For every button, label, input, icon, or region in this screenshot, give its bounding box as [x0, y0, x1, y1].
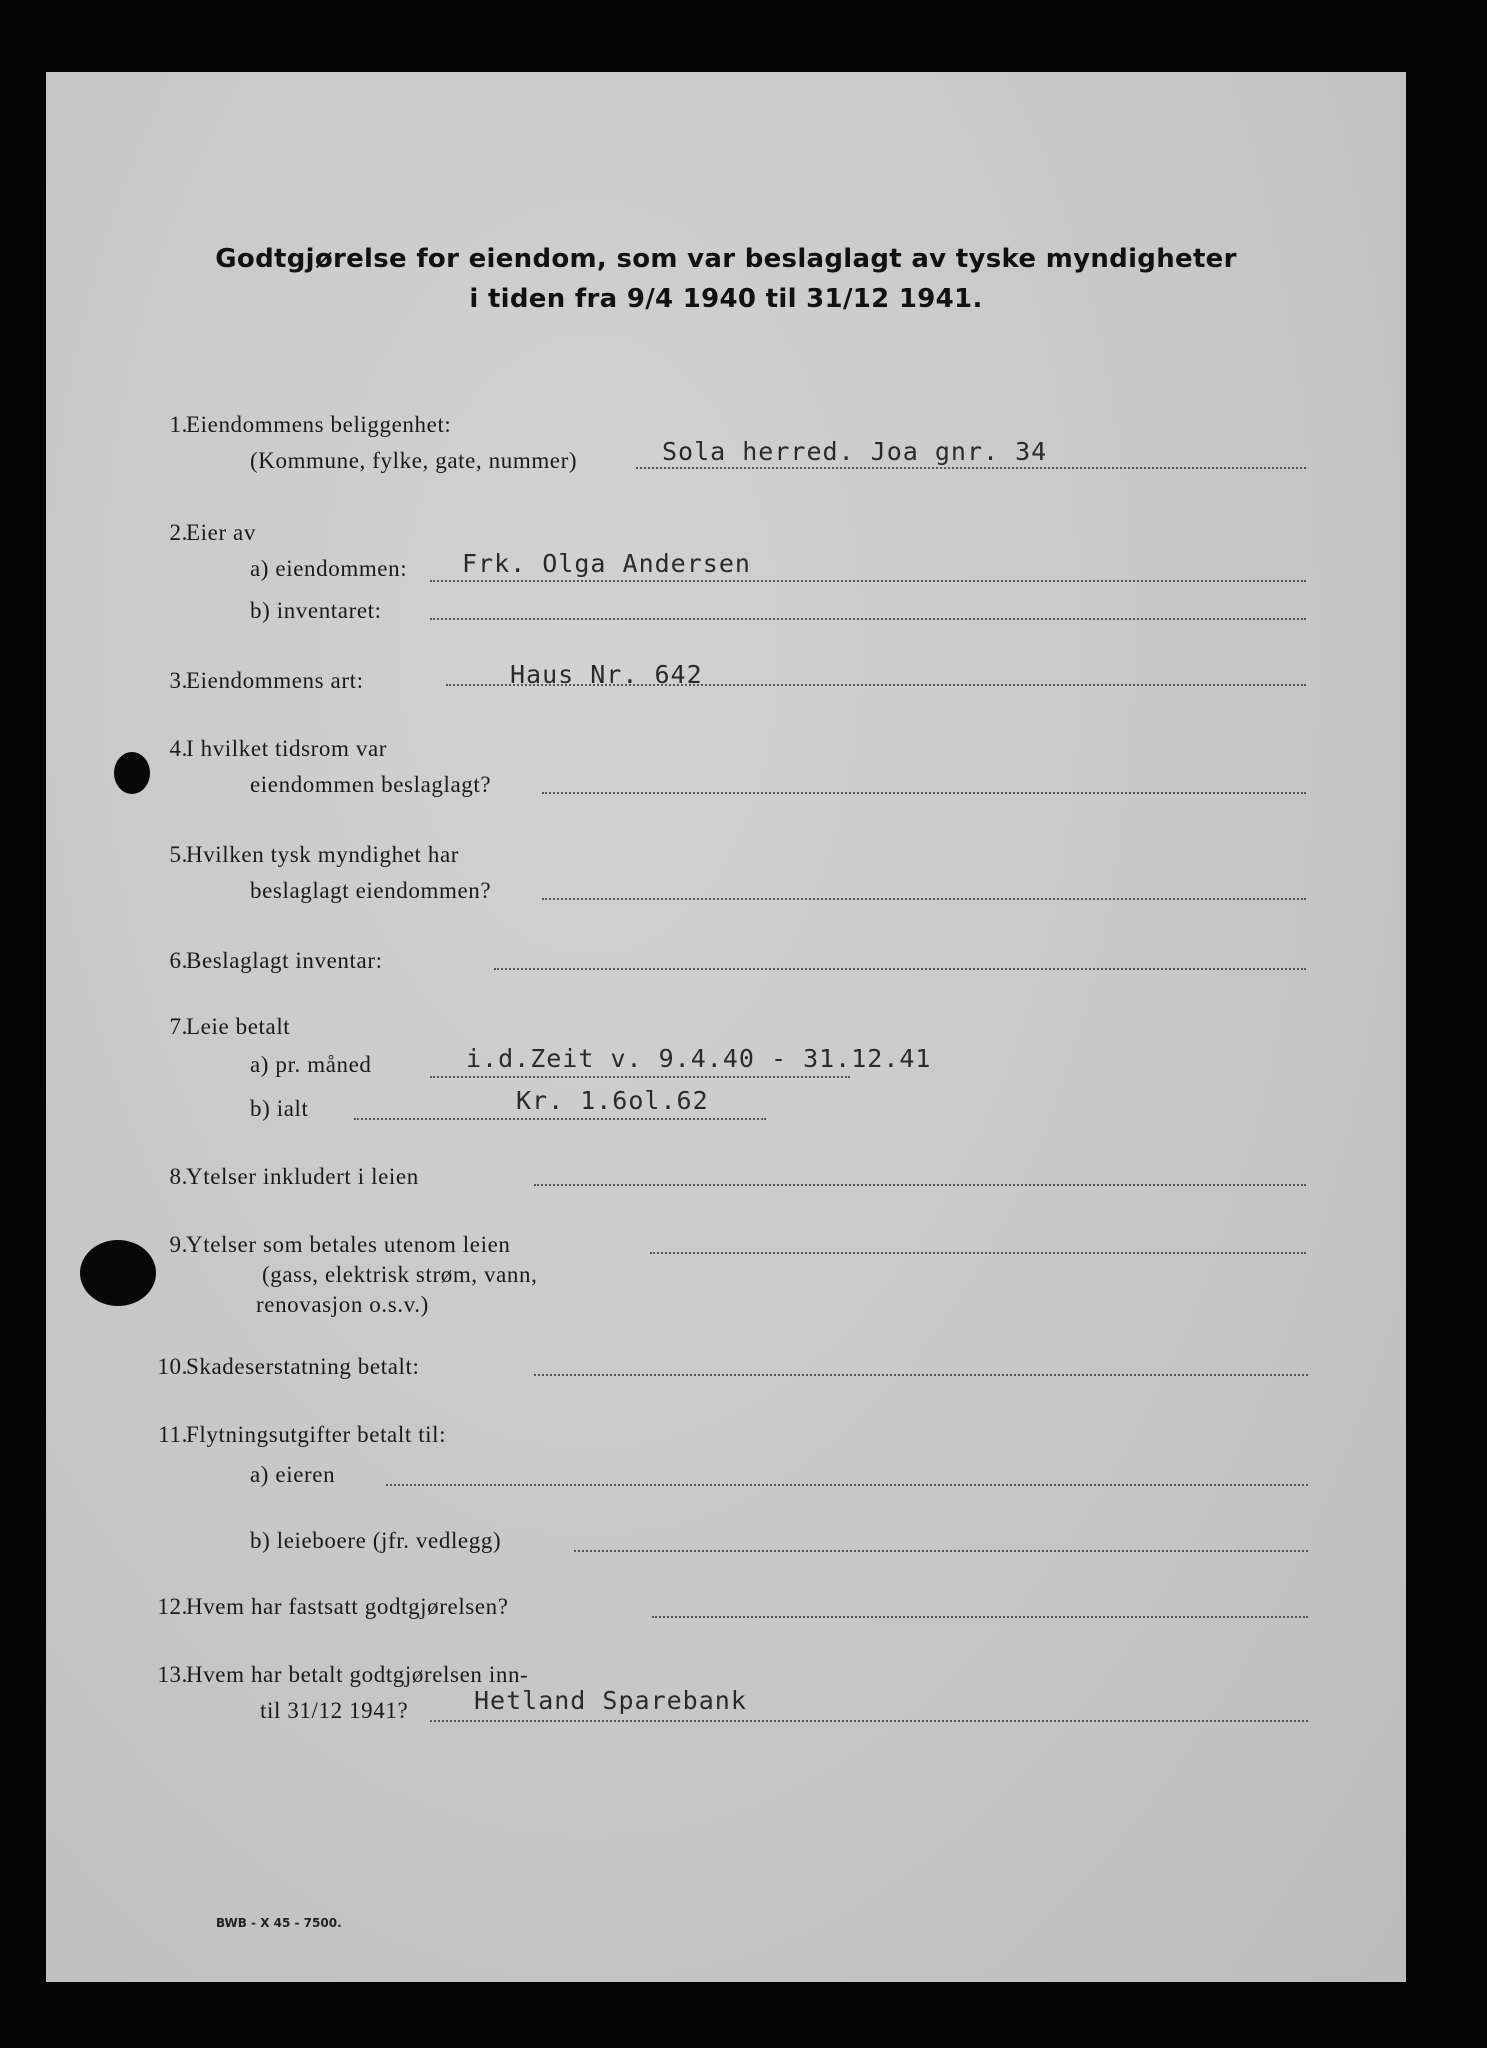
item-10-question [157, 1354, 420, 1380]
item-2-question [169, 520, 256, 546]
punch-hole-lower [80, 1240, 156, 1306]
item-3-number: 3. [169, 668, 188, 693]
item-4-sublabel: eiendommen beslaglagt? [250, 772, 492, 797]
item-3-question [169, 668, 364, 694]
form-title-line-2: i tiden fra 9/4 1940 til 31/12 1941. [469, 284, 983, 314]
item-1-label: Eiendommens beliggenhet: [186, 412, 452, 437]
item-9-label: Ytelser som betales utenom leien [186, 1232, 511, 1257]
item-7-number: 7. [169, 1014, 188, 1039]
item-10-number: 10. [157, 1354, 188, 1379]
item-9-number: 9. [169, 1232, 188, 1257]
item-1-number: 1. [169, 412, 188, 437]
item-11b-label: b) leieboere (jfr. vedlegg) [250, 1528, 502, 1553]
form-footer-code: BWB - X 45 - 7500. [216, 1916, 342, 1930]
item-7-label: Leie betalt [186, 1014, 291, 1039]
item-4-number: 4. [169, 736, 188, 761]
item-11a-answer-line [386, 1484, 1308, 1486]
item-5-label: Hvilken tysk myndighet har [186, 842, 460, 867]
item-1-question [169, 412, 452, 438]
item-11-question [158, 1422, 447, 1448]
item-7-question [169, 1014, 291, 1040]
item-7a-label: a) pr. måned [250, 1052, 372, 1077]
item-2a-label: a) eiendommen: [250, 556, 408, 581]
item-4-label: I hvilket tidsrom var [186, 736, 388, 761]
item-13-number: 13. [157, 1662, 188, 1687]
item-9-question [169, 1232, 511, 1258]
item-8-question [169, 1164, 419, 1190]
item-2b-label: b) inventaret: [250, 598, 382, 623]
item-12-answer-line [652, 1616, 1308, 1618]
item-9-answer-line [650, 1252, 1306, 1254]
item-11a-label: a) eieren [250, 1462, 336, 1487]
item-7a-answer: i.d.Zeit v. 9.4.40 - 31.12.41 [466, 1044, 932, 1073]
item-3-answer: Haus Nr. 642 [510, 660, 703, 689]
item-13-answer: Hetland Sparebank [474, 1686, 747, 1715]
item-5-sublabel: beslaglagt eiendommen? [250, 878, 492, 903]
item-13-answer-line [430, 1720, 1308, 1722]
item-6-question [169, 948, 383, 974]
item-3-label: Eiendommens art: [186, 668, 364, 693]
item-11b-answer-line [574, 1550, 1308, 1552]
item-1-sublabel: (Kommune, fylke, gate, nummer) [250, 448, 578, 473]
item-8-label: Ytelser inkludert i leien [186, 1164, 419, 1189]
punch-hole-upper [114, 752, 150, 794]
item-4-answer-line [542, 792, 1306, 794]
item-9-sublabel-1: (gass, elektrisk strøm, vann, [262, 1262, 538, 1287]
item-7b-label: b) ialt [250, 1096, 309, 1121]
item-9-sublabel-2: renovasjon o.s.v.) [256, 1292, 429, 1317]
item-10-answer-line [534, 1374, 1308, 1376]
item-8-number: 8. [169, 1164, 188, 1189]
item-5-number: 5. [169, 842, 188, 867]
item-2-number: 2. [169, 520, 188, 545]
item-5-question [169, 842, 460, 868]
item-6-label: Beslaglagt inventar: [186, 948, 383, 973]
form-title-line-1: Godtgjørelse for eiendom, som var beslaglagt av tyske myndigheter [215, 244, 1237, 274]
item-6-number: 6. [169, 948, 188, 973]
item-11-number: 11. [158, 1422, 188, 1447]
item-7b-answer: Kr. 1.6ol.62 [516, 1086, 709, 1115]
item-8-answer-line [534, 1184, 1306, 1186]
item-7a-answer-line [430, 1076, 850, 1078]
item-12-question [157, 1594, 509, 1620]
item-2a-answer-line [430, 580, 1306, 582]
item-1-answer-line [636, 467, 1306, 469]
item-6-answer-line [494, 968, 1306, 970]
item-4-question [169, 736, 388, 762]
item-10-label: Skadeserstatning betalt: [186, 1354, 420, 1379]
item-2a-answer: Frk. Olga Andersen [462, 549, 751, 578]
item-12-number: 12. [157, 1594, 188, 1619]
item-13-label: Hvem har betalt godtgjørelsen inn- [186, 1662, 529, 1687]
item-7b-answer-line [354, 1118, 766, 1120]
item-2-label: Eier av [186, 520, 256, 545]
item-13-question [157, 1662, 529, 1688]
item-12-label: Hvem har fastsatt godtgjørelsen? [186, 1594, 509, 1619]
item-5-answer-line [542, 898, 1306, 900]
item-2b-answer-line [430, 618, 1306, 620]
item-1-answer: Sola herred. Joa gnr. 34 [662, 437, 1048, 466]
item-13-sublabel: til 31/12 1941? [260, 1698, 409, 1723]
form-sheet [46, 72, 1406, 1982]
item-11-label: Flytningsutgifter betalt til: [186, 1422, 447, 1447]
